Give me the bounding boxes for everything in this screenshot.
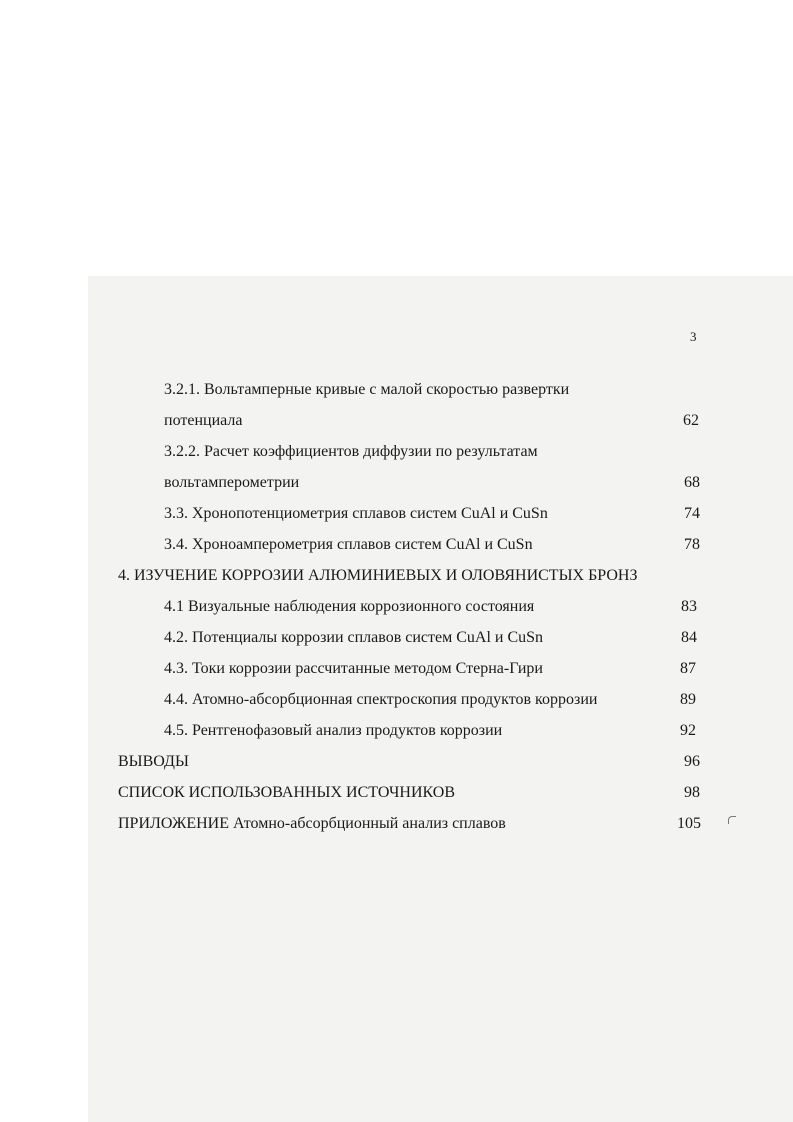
toc-page-4-3: 87 xyxy=(680,660,696,677)
toc-page-3-4: 78 xyxy=(684,536,700,553)
scan-mark xyxy=(728,816,736,824)
toc-entry-4-1: 4.1 Визуальные наблюдения коррозионного состояния xyxy=(164,598,535,615)
toc-entry-appendix: ПРИЛОЖЕНИЕ Атомно-абсорбционный анализ сплавов xyxy=(118,815,506,832)
page-number: 3 xyxy=(690,329,697,344)
toc-entry-4-2: 4.2. Потенциалы коррозии сплавов систем CuAl и CuSn xyxy=(164,629,544,646)
toc-page-4-5: 92 xyxy=(680,722,696,739)
toc-page-conclusions: 96 xyxy=(684,753,700,770)
toc-page-3-2-2: 68 xyxy=(684,474,700,491)
blank-top-area xyxy=(0,0,793,275)
toc-page-4-4: 89 xyxy=(680,691,696,708)
toc-page-appendix: 105 xyxy=(677,815,701,832)
toc-page-4-1: 83 xyxy=(681,598,697,615)
toc-page-references: 98 xyxy=(684,784,700,801)
toc-page-3-2-1: 62 xyxy=(683,412,699,429)
toc-entry-4-5: 4.5. Рентгенофазовый анализ продуктов коррозии xyxy=(164,722,503,739)
toc-page-3-3: 74 xyxy=(684,505,700,522)
toc-entry-3-2-2-cont: вольтамперометрии xyxy=(164,474,300,491)
toc-entry-3-2-2: 3.2.2. Расчет коэффициентов диффузии по результатам xyxy=(164,443,538,460)
toc-entry-references: СПИСОК ИСПОЛЬЗОВАННЫХ ИСТОЧНИКОВ xyxy=(118,784,456,801)
toc-entry-4-4: 4.4. Атомно-абсорбционная спектроскопия продуктов коррозии xyxy=(164,691,598,708)
toc-entry-3-3: 3.3. Хронопотенциометрия сплавов систем CuAl и CuSn xyxy=(164,505,548,522)
toc-entry-3-2-1: 3.2.1. Вольтамперные кривые с малой скоростью развертки xyxy=(164,381,570,398)
toc-entry-4-3: 4.3. Токи коррозии рассчитанные методом Стерна-Гири xyxy=(164,660,543,677)
toc-entry-conclusions: ВЫВОДЫ xyxy=(118,753,189,770)
toc-entry-3-4: 3.4. Хроноамперометрия сплавов систем CuAl и CuSn xyxy=(164,536,533,553)
toc-entry-chapter-4: 4. ИЗУЧЕНИЕ КОРРОЗИИ АЛЮМИНИЕВЫХ И ОЛОВЯНИСТЫХ БРОНЗ xyxy=(118,567,638,584)
toc-page-4-2: 84 xyxy=(681,629,697,646)
toc-entry-3-2-1-cont: потенциала xyxy=(164,412,243,429)
